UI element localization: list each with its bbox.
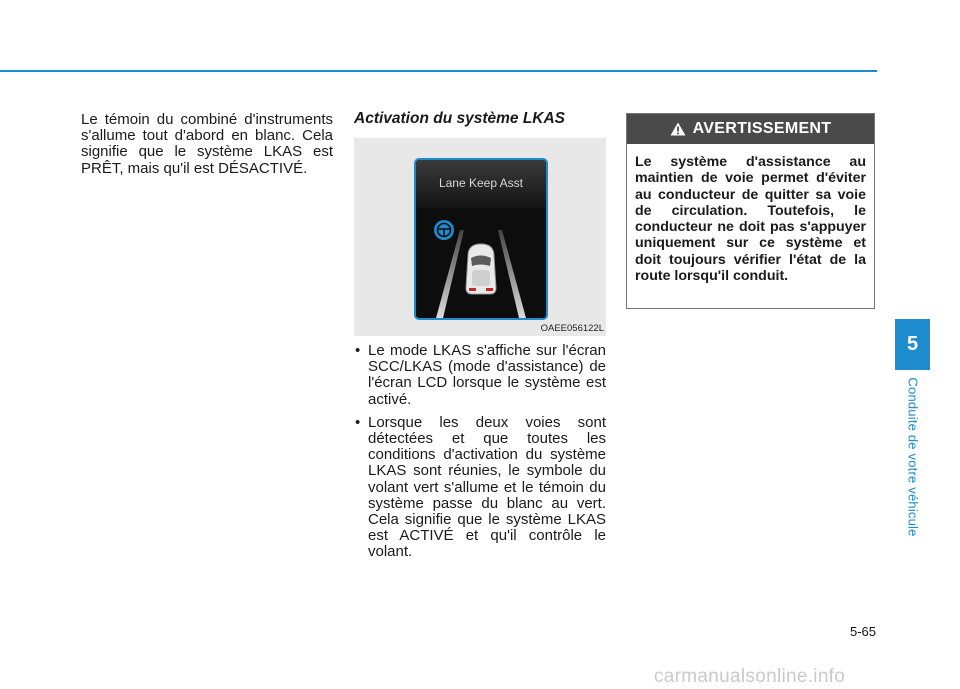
warning-text: Le système d'assistance au maintien de voie permet d'éviter au conducteur de quitter sa voie de circulation. Toutefois, le conducteur ne doit pas s'appuyer uniquement sur ce système et doit toujours vérifier l'état de la route lorsqu'il conduit. bbox=[635, 154, 866, 285]
bullet-list bbox=[354, 343, 606, 568]
steering-wheel-icon bbox=[434, 220, 454, 240]
warning-box bbox=[626, 113, 875, 309]
watermark: carmanualsonline.info bbox=[654, 666, 846, 687]
cluster-display bbox=[414, 158, 548, 320]
header-rule bbox=[0, 70, 877, 72]
list-item: • Lorsque les deux voies sont détectées et que toutes les conditions d'activation du système LKAS sont réunies, le symbole du volant vert s'allume et le témoin du système passe du blanc au vert. Cela signifie que le système LKAS est ACTIVÉ et qu'il contrôle le volant. bbox=[354, 415, 606, 561]
car-icon bbox=[466, 244, 496, 294]
figure-code: OAEE056122L bbox=[540, 323, 604, 334]
chapter-title: Conduite de votre véhicule bbox=[905, 377, 921, 537]
chapter-number-tab: 5 bbox=[895, 319, 930, 370]
page-number: 5-65 bbox=[849, 624, 876, 639]
lkas-figure bbox=[354, 138, 606, 336]
list-item: • Le mode LKAS s'affiche sur l'écran SCC/LKAS (mode d'assistance) de l'écran LCD lorsque le système est activé. bbox=[354, 343, 606, 408]
warning-triangle-icon bbox=[670, 122, 686, 136]
screen-title: Lane Keep Asst bbox=[438, 176, 524, 190]
warning-header bbox=[627, 114, 874, 144]
warning-title: AVERTISSEMENT bbox=[692, 120, 832, 137]
intro-paragraph: Le témoin du combiné d'instruments s'allume tout d'abord en blanc. Cela signifie que le système LKAS est PRÊT, mais qu'il est DÉSACTIVÉ. bbox=[81, 111, 333, 177]
section-title: Activation du système LKAS bbox=[354, 110, 566, 127]
